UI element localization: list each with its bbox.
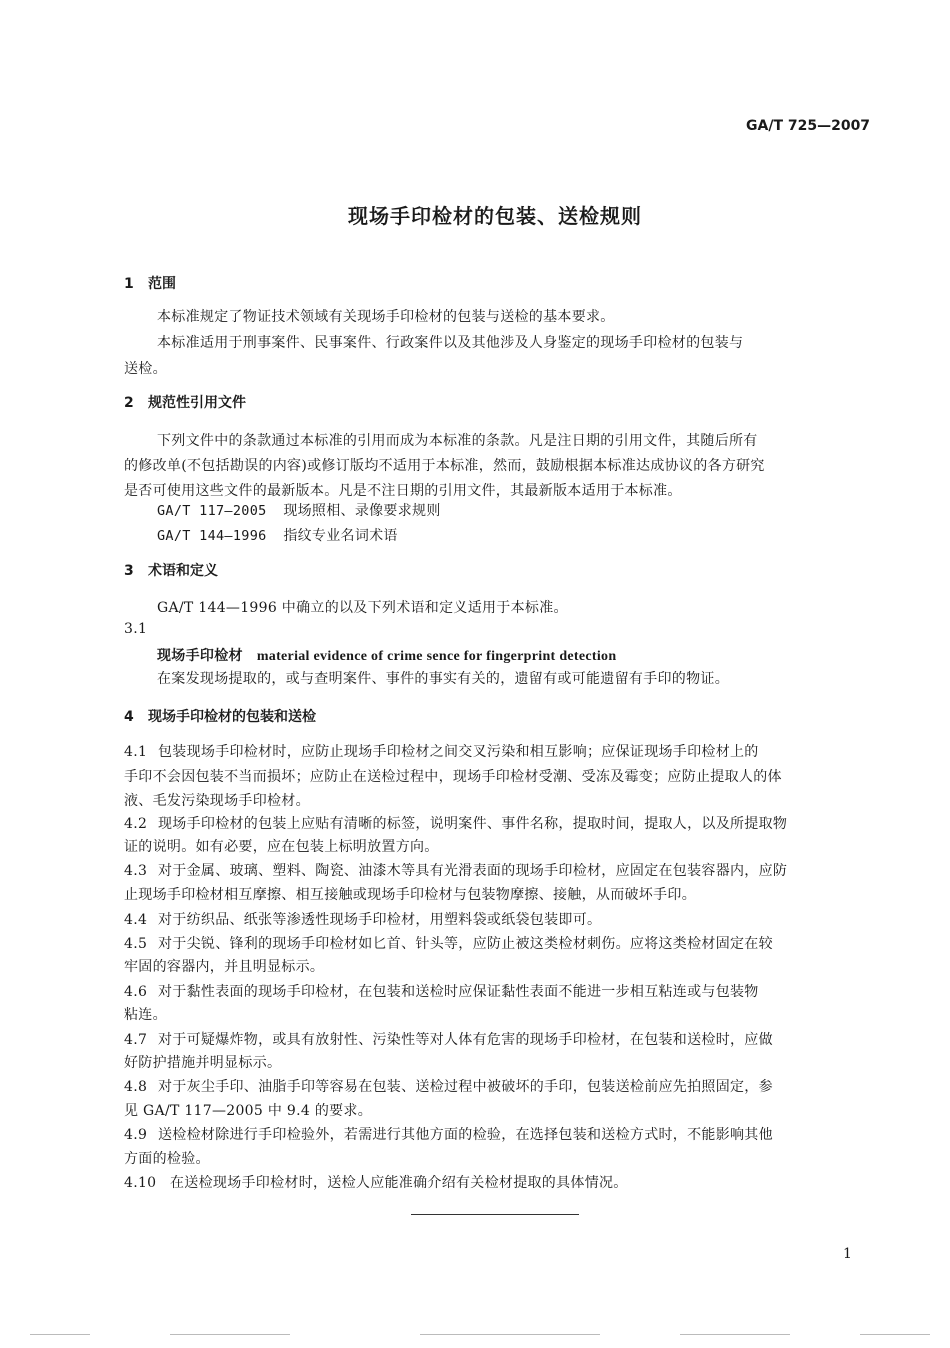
clause-number: 4.8 bbox=[124, 1079, 148, 1095]
paragraph-line: 送检。 bbox=[124, 361, 167, 377]
reference-code: GA/T 144—1996 bbox=[157, 528, 267, 544]
section-title: 现场手印检材的包装和送检 bbox=[148, 709, 316, 725]
clause-number: 4.4 bbox=[124, 912, 148, 928]
subclause-number: 3.1 bbox=[124, 621, 148, 637]
section-title: 术语和定义 bbox=[148, 563, 218, 579]
clause-number: 4.6 bbox=[124, 984, 148, 1000]
paragraph-line: 本标准适用于刑事案件、民事案件、行政案件以及其他涉及人身鉴定的现场手印检材的包装与 bbox=[157, 335, 744, 351]
paragraph: 本标准规定了物证技术领域有关现场手印检材的包装与送检的基本要求。 bbox=[157, 309, 615, 325]
section-2-heading bbox=[124, 392, 246, 412]
clause-text: 送检检材除进行手印检验外，若需进行其他方面的检验，在选择包装和送检方式时，不能影响其他 bbox=[158, 1127, 773, 1143]
section-number: 3 bbox=[124, 563, 134, 579]
clause-text: 现场手印检材的包装上应贴有清晰的标签，说明案件、事件名称，提取时间，提取人，以及所提取物 bbox=[158, 816, 788, 832]
clause-text: 对于尖锐、锋利的现场手印检材如匕首、针头等，应防止被这类检材刺伤。应将这类检材固定在较 bbox=[158, 936, 773, 952]
clause-text: 在送检现场手印检材时，送检人应能准确介绍有关检材提取的具体情况。 bbox=[170, 1175, 628, 1191]
section-1-heading bbox=[124, 273, 176, 293]
clause-number: 4.3 bbox=[124, 863, 148, 879]
document-title: 现场手印检材的包装、送检规则 bbox=[348, 204, 642, 228]
reference-title: 现场照相、录像要求规则 bbox=[283, 503, 441, 519]
clause-number: 4.1 bbox=[124, 744, 148, 760]
paragraph-line: 是否可使用这些文件的最新版本。凡是不注日期的引用文件，其最新版本适用于本标准。 bbox=[124, 483, 682, 499]
section-number: 4 bbox=[124, 709, 134, 725]
clause-line bbox=[124, 813, 787, 833]
reference-item bbox=[157, 525, 398, 545]
reference-title: 指纹专业名词术语 bbox=[283, 528, 398, 544]
section-number: 2 bbox=[124, 395, 134, 411]
end-rule bbox=[411, 1214, 579, 1215]
clause-line bbox=[124, 741, 759, 761]
clause-text: 对于灰尘手印、油脂手印等容易在包装、送检过程中被破坏的手印，包装送检前应先拍照固定，参 bbox=[158, 1079, 773, 1095]
scan-artifact bbox=[680, 1334, 790, 1335]
clause-number: 4.10 bbox=[124, 1175, 157, 1191]
clause-line bbox=[124, 933, 773, 953]
section-title: 范围 bbox=[148, 276, 176, 292]
reference-code: GA/T 117—2005 bbox=[157, 503, 267, 519]
clause-text: 包装现场手印检材时，应防止现场手印检材之间交叉污染和相互影响；应保证现场手印检材上的 bbox=[158, 744, 759, 760]
clause-line bbox=[124, 981, 759, 1001]
page-number: 1 bbox=[843, 1246, 852, 1262]
section-4-heading bbox=[124, 706, 316, 726]
reference-item bbox=[157, 500, 441, 520]
term-chinese: 现场手印检材 bbox=[157, 648, 243, 664]
clause-line: 牢固的容器内，并且明显标示。 bbox=[124, 959, 325, 975]
clause-text: 对于金属、玻璃、塑料、陶瓷、油漆木等具有光滑表面的现场手印检材，应固定在包装容器内，应防 bbox=[158, 863, 788, 879]
clause-line: 见 GA/T 117—2005 中 9.4 的要求。 bbox=[124, 1103, 373, 1119]
clause-line bbox=[124, 1172, 628, 1192]
paragraph-line: 下列文件中的条款通过本标准的引用而成为本标准的条款。凡是注日期的引用文件，其随后所有 bbox=[157, 433, 758, 449]
clause-text: 对于黏性表面的现场手印检材，在包装和送检时应保证黏性表面不能进一步相互粘连或与包装物 bbox=[158, 984, 759, 1000]
clause-number: 4.5 bbox=[124, 936, 148, 952]
scan-artifact bbox=[860, 1334, 930, 1335]
clause-line: 粘连。 bbox=[124, 1007, 167, 1023]
clause-number: 4.7 bbox=[124, 1032, 148, 1048]
clause-line: 液、毛发污染现场手印检材。 bbox=[124, 793, 310, 809]
clause-line bbox=[124, 1124, 773, 1144]
clause-line bbox=[124, 860, 787, 880]
term-english: material evidence of crime sence for fingerprint detection bbox=[256, 649, 617, 664]
clause-line: 手印不会因包装不当而损坏；应防止在送检过程中，现场手印检材受潮、受冻及霉变；应防止提取人的体 bbox=[124, 769, 782, 785]
clause-line: 止现场手印检材相互摩擦、相互接触或现场手印检材与包装物摩擦、接触，从而破坏手印。 bbox=[124, 887, 696, 903]
term-definition: 在案发现场提取的，或与查明案件、事件的事实有关的，遗留有或可能遗留有手印的物证。 bbox=[157, 671, 729, 687]
standard-number: GA/T 725—2007 bbox=[746, 118, 871, 134]
section-number: 1 bbox=[124, 276, 134, 292]
clause-line bbox=[124, 1029, 773, 1049]
scan-artifact bbox=[420, 1334, 600, 1335]
paragraph-line: 的修改单(不包括勘误的内容)或修订版均不适用于本标准，然而，鼓励根据本标准达成协议的各方研究 bbox=[124, 458, 765, 474]
clause-text: 对于纺织品、纸张等渗透性现场手印检材，用塑料袋或纸袋包装即可。 bbox=[158, 912, 602, 928]
clause-line: 方面的检验。 bbox=[124, 1151, 210, 1167]
clause-line bbox=[124, 1076, 773, 1096]
clause-line bbox=[124, 909, 601, 929]
clause-number: 4.9 bbox=[124, 1127, 148, 1143]
paragraph: GA/T 144—1996 中确立的以及下列术语和定义适用于本标准。 bbox=[157, 600, 568, 616]
scan-artifact bbox=[170, 1334, 290, 1335]
section-3-heading bbox=[124, 560, 218, 580]
scan-artifact bbox=[30, 1334, 90, 1335]
term-entry bbox=[157, 645, 616, 665]
clause-text: 对于可疑爆炸物，或具有放射性、污染性等对人体有危害的现场手印检材，在包装和送检时，应做 bbox=[158, 1032, 773, 1048]
section-title: 规范性引用文件 bbox=[148, 395, 246, 411]
clause-number: 4.2 bbox=[124, 816, 148, 832]
clause-line: 证的说明。如有必要，应在包装上标明放置方向。 bbox=[124, 839, 439, 855]
clause-line: 好防护措施并明显标示。 bbox=[124, 1055, 282, 1071]
